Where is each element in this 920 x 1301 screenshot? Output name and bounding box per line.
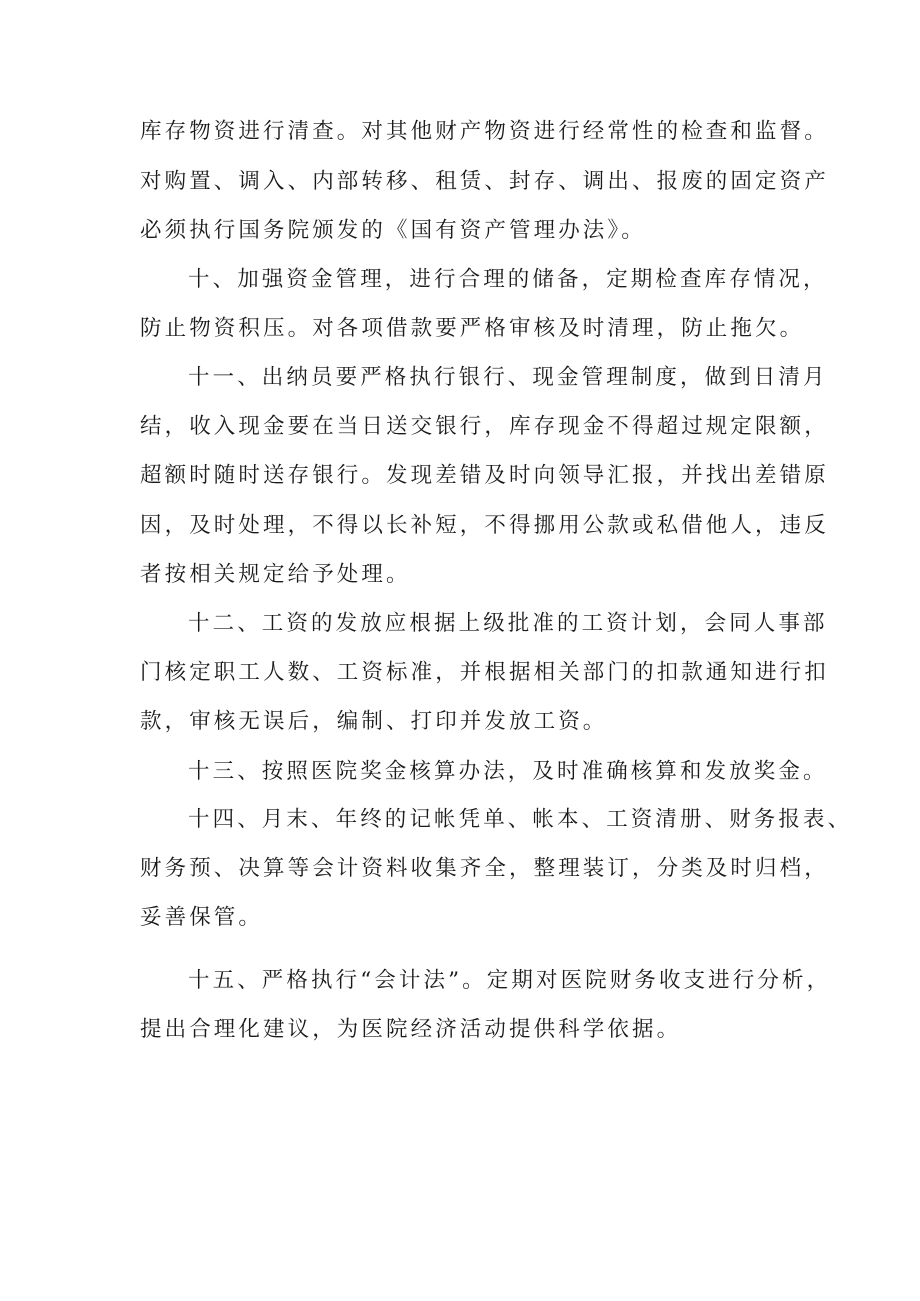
- text-line: 因，及时处理，不得以长补短，不得挪用公款或私借他人，违反: [140, 513, 829, 538]
- paragraph-11-first-line: 十一、出纳员要严格执行银行、现金管理制度，做到日清月: [188, 365, 828, 390]
- text-line: 者按相关规定给予处理。: [140, 562, 411, 587]
- text-line: 门核定职工人数、工资标准，并根据相关部门的扣款通知进行扣: [140, 660, 829, 685]
- text-line: 财务预、决算等会计资料收集齐全，整理装订，分类及时归档，: [140, 856, 829, 881]
- text-line: 结，收入现金要在当日送交银行，库存现金不得超过规定限额，: [140, 414, 829, 439]
- text-line: 超额时随时送存银行。发现差错及时向领导汇报，并找出差错原: [140, 463, 829, 488]
- text-line: 提出合理化建议，为医院经济活动提供科学依据。: [140, 1017, 682, 1042]
- text-line: 库存物资进行清查。对其他财产物资进行经常性的检查和监督。: [140, 119, 829, 144]
- paragraph-13-first-line: 十三、按照医院奖金核算办法，及时准确核算和发放奖金。: [188, 759, 828, 784]
- paragraph-10-first-line: 十、加强资金管理，进行合理的储备，定期检查库存情况，: [188, 267, 828, 292]
- text-line: 妥善保管。: [140, 905, 264, 930]
- text-line: 对购置、调入、内部转移、租赁、封存、调出、报废的固定资产: [140, 169, 829, 194]
- paragraph-12-first-line: 十二、工资的发放应根据上级批准的工资计划，会同人事部: [188, 611, 828, 636]
- paragraph-15-first-line: 十五、严格执行“会计法”。定期对医院财务收支进行分析，: [188, 968, 832, 993]
- text-line: 款，审核无误后，编制、打印并发放工资。: [140, 709, 608, 734]
- text-line: 必须执行国务院颁发的《国有资产管理办法》。: [140, 218, 646, 243]
- text-line: 防止物资积压。对各项借款要严格审核及时清理，防止拖欠。: [140, 316, 805, 341]
- paragraph-14-first-line: 十四、月末、年终的记帐凭单、帐本、工资清册、财务报表、: [188, 807, 853, 832]
